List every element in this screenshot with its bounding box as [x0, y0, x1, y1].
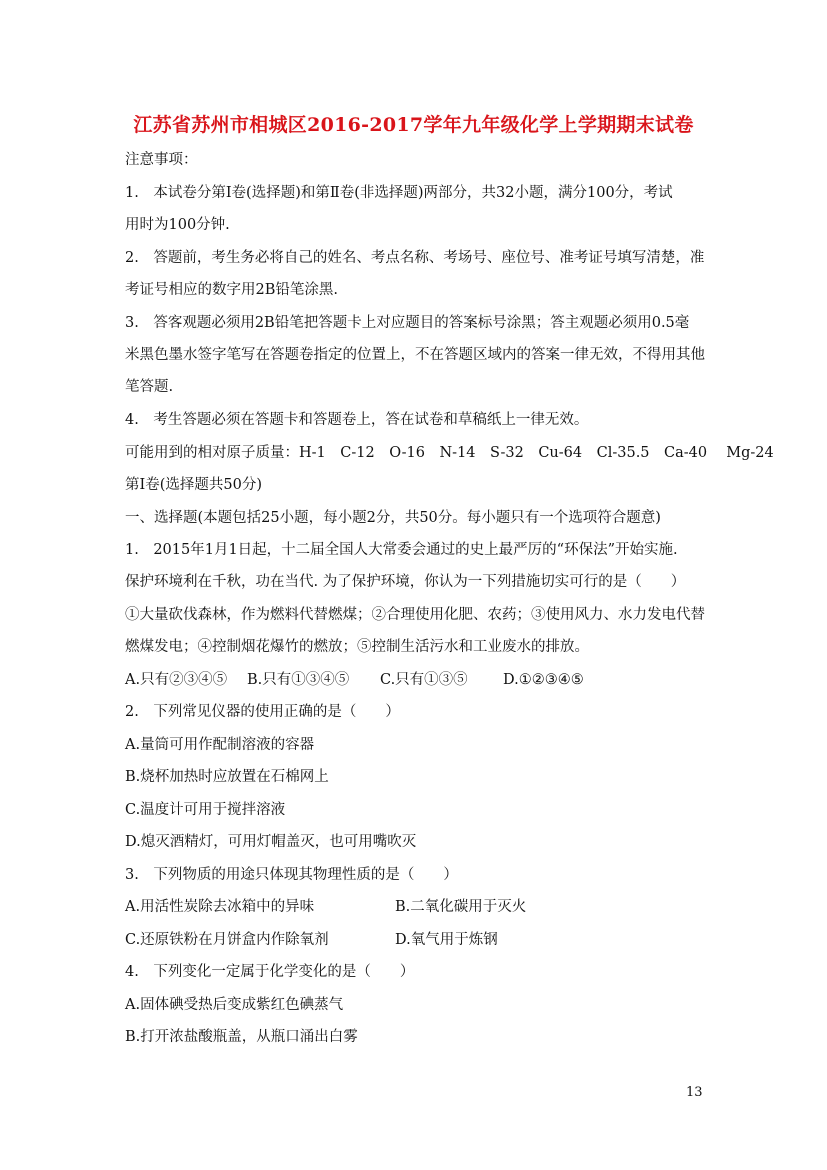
q1-option-d: D.①②③④⑤ — [503, 672, 584, 688]
q2-option-c: C.温度计可用于搅拌溶液 — [125, 802, 286, 818]
q3-option-c: C.还原铁粉在月饼盒内作除氧剂 — [125, 932, 329, 948]
q4-stem: 4. 下列变化一定属于化学变化的是（ ） — [125, 964, 415, 980]
q1-line-4: 燃煤发电；④控制烟花爆竹的燃放；⑤控制生活污水和工业废水的排放。 — [125, 639, 589, 655]
notice-2-line-2: 考证号相应的数字用2B铅笔涂黑. — [125, 282, 338, 298]
q2-stem: 2. 下列常见仪器的使用正确的是（ ） — [125, 704, 400, 720]
exam-title: 江苏省苏州市相城区2016-2017学年九年级化学上学期期末试卷 — [133, 114, 694, 136]
notice-3-line-1: 3. 答客观题必须用2B铅笔把答题卡上对应题目的答案标号涂黑；答主观题必须用0.5毫 — [125, 315, 690, 331]
q4-option-b: B.打开浓盐酸瓶盖，从瓶口涌出白雾 — [125, 1029, 358, 1045]
section-one-heading: 第Ⅰ卷(选择题共50分) — [125, 477, 262, 493]
notice-2-line-1: 2. 答题前，考生务必将自己的姓名、考点名称、考场号、座位号、准考证号填写清楚，准 — [125, 250, 705, 266]
q1-option-a: A.只有②③④⑤ — [125, 672, 228, 688]
page-number: 13 — [686, 1085, 703, 1100]
notice-1-line-1: 1. 本试卷分第Ⅰ卷(选择题)和第Ⅱ卷(非选择题)两部分，共32小题，满分100分，考试 — [125, 185, 673, 201]
q2-option-a: A.量筒可用作配制溶液的容器 — [125, 737, 315, 753]
notice-heading: 注意事项： — [125, 152, 198, 168]
q3-option-d: D.氧气用于炼钢 — [395, 932, 498, 948]
q4-option-a: A.固体碘受热后变成紫红色碘蒸气 — [125, 997, 344, 1013]
notice-3-line-2: 米黑色墨水签字笔写在答题卷指定的位置上，不在答题区域内的答案一律无效，不得用其他 — [125, 347, 705, 363]
q1-line-2: 保护环境利在千秋，功在当代. 为了保护环境，你认为一下列措施切实可行的是（ ） — [125, 574, 686, 590]
choice-instructions: 一、选择题(本题包括25小题，每小题2分，共50分。每小题只有一个选项符合题意) — [125, 510, 661, 526]
q1-option-b: B.只有①③④⑤ — [247, 672, 350, 688]
q3-stem: 3. 下列物质的用途只体现其物理性质的是（ ） — [125, 867, 458, 883]
notice-4: 4. 考生答题必须在答题卡和答题卷上，答在试卷和草稿纸上一律无效。 — [125, 412, 589, 428]
q2-option-d: D.熄灭酒精灯，可用灯帽盖灭，也可用嘴吹灭 — [125, 834, 417, 850]
notice-1-line-2: 用时为100分钟. — [125, 217, 230, 233]
q1-line-3: ①大量砍伐森林，作为燃料代替燃煤；②合理使用化肥、农药；③使用风力、水力发电代替 — [125, 607, 705, 623]
q1-line-1: 1. 2015年1月1日起，十二届全国人大常委会通过的史上最严厉的“环保法”开始实施. — [125, 542, 678, 558]
notice-3-line-3: 笔答题. — [125, 379, 174, 395]
q3-option-a: A.用活性炭除去冰箱中的异味 — [125, 899, 315, 915]
atomic-masses: 可能用到的相对原子质量：H-1 C-12 O-16 N-14 S-32 Cu-64 Cl-35.5 Ca-40 Mg-24 — [125, 445, 774, 461]
q1-option-c: C.只有①③⑤ — [380, 672, 468, 688]
q2-option-b: B.烧杯加热时应放置在石棉网上 — [125, 769, 329, 785]
q3-option-b: B.二氧化碳用于灭火 — [395, 899, 527, 915]
